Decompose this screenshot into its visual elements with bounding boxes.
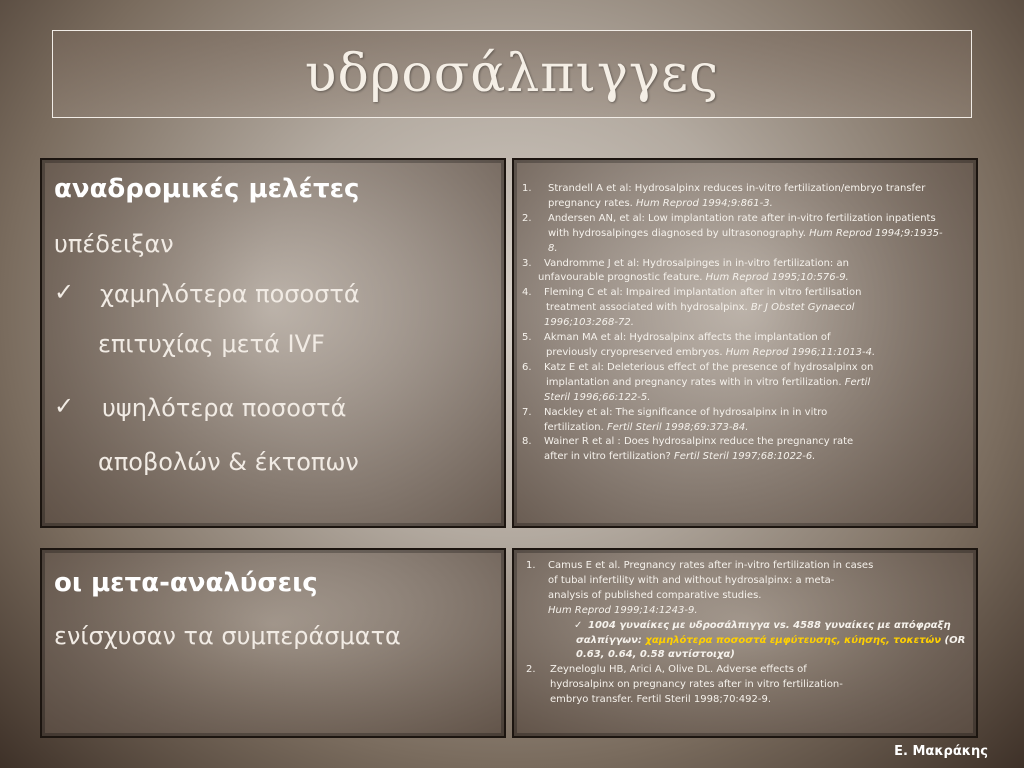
ref-text: Vandromme J et al: Hydrosalpinges in in-vitro fertilization: an <box>544 257 849 269</box>
ref-text-part: fertilization. <box>544 421 607 433</box>
ref-number: 3. <box>522 257 532 269</box>
check-icon: ✓ <box>574 619 583 631</box>
meta-analyses-panel <box>40 548 506 738</box>
bullet2-line2: αποβολών & έκτοπων <box>98 448 359 476</box>
reference-item <box>522 435 974 465</box>
check-icon: ✓ <box>54 278 75 306</box>
ref-text-part: pregnancy rates. <box>548 197 637 209</box>
ref-text: analysis of published comparative studies. <box>548 589 762 601</box>
highlighted-outcomes: χαμηλότερα ποσοστά εμφύτευσης, κύησης, τοκετών <box>645 634 942 646</box>
ref-text <box>522 450 974 465</box>
ref-journal: Br J Obstet Gynaecol <box>750 302 855 314</box>
ref-journal: 8. <box>548 242 558 254</box>
title-box <box>52 30 972 118</box>
ref-subpoint <box>526 619 974 634</box>
ref-number: 6. <box>522 361 532 373</box>
ref-text: Fleming C et al: Impaired implantation after in vitro fertilisation <box>544 287 862 299</box>
ref-text <box>522 346 974 361</box>
reference-item <box>522 182 974 212</box>
subpoint-text: 1004 γυναίκες με υδροσάλπιγγα vs. 4588 γυναίκες με απόφραξη <box>588 619 951 631</box>
ref-text <box>522 227 974 242</box>
ref-text <box>522 242 974 257</box>
ref-number: 5. <box>522 332 532 344</box>
retrospective-studies-panel <box>40 158 506 528</box>
check-icon: ✓ <box>54 392 75 420</box>
ref-number: 4. <box>522 287 532 299</box>
subpoint-line <box>526 634 974 649</box>
ref-text: embryo transfer. Fertil Steril 1998;70:492-9. <box>550 694 772 706</box>
reference-item <box>522 331 974 361</box>
references-panel-top <box>512 158 978 528</box>
showed-text: υπέδειξαν <box>54 230 174 258</box>
ref-journal: Hum Reprod 1995;10:576-9. <box>705 272 849 284</box>
ref-text: Wainer R et al : Does hydrosalpinx reduce the pregnancy rate <box>544 436 854 448</box>
slide-title: υδροσάλπιγγες <box>304 44 720 104</box>
ref-journal: Hum Reprod 1999;14:1243-9. <box>548 604 698 616</box>
ref-text: Strandell A et al: Hydrosalpinx reduces in-vitro fertilization/embryo transfer <box>548 183 926 194</box>
references-list <box>522 182 974 465</box>
reference-item <box>526 663 974 708</box>
ref-text-part: after in vitro fertilization? <box>544 451 674 463</box>
ref-journal: Fertil Steril 1997;68:1022-6. <box>674 451 816 463</box>
retrospective-heading: αναδρομικές μελέτες <box>54 174 360 204</box>
subpoint-text: (OR <box>941 634 966 646</box>
ref-number: 7. <box>522 406 532 418</box>
ref-number: 8. <box>522 436 532 448</box>
ref-journal: 1996;103:268-72. <box>544 317 634 329</box>
ref-text: Camus E et al. Pregnancy rates after in-vitro fertilization in cases <box>548 560 874 571</box>
reference-item <box>522 361 974 406</box>
ref-text <box>522 271 974 286</box>
ref-text <box>522 421 974 436</box>
bullet1-line2: επιτυχίας μετά IVF <box>98 330 325 358</box>
ref-journal: Steril 1996;66:122-5. <box>544 391 651 403</box>
strengthened-conclusions-text: ενίσχυσαν τα συμπεράσματα <box>54 622 401 650</box>
ref-text-part: unfavourable prognostic feature. <box>538 272 706 284</box>
ref-journal: Hum Reprod 1994;9:861-3. <box>636 197 773 209</box>
ref-journal: Hum Reprod 1996;11:1013-4. <box>725 346 876 358</box>
ref-text: Andersen AN, et al: Low implantation rate after in-vitro fertilization inpatients <box>548 212 936 224</box>
ref-text: Katz E et al: Deleterious effect of the presence of hydrosalpinx on <box>544 361 874 373</box>
references-panel-bottom <box>512 548 978 738</box>
ref-text: Zeyneloglu HB, Arici A, Olive DL. Adverse effects of <box>550 664 807 676</box>
subpoint-text: 0.63, 0.64, 0.58 αντίστοιχα) <box>576 649 735 661</box>
ref-journal: Hum Reprod 1994;9:1935- <box>809 227 943 239</box>
ref-text <box>522 316 974 331</box>
meta-references-list <box>526 559 974 708</box>
ref-number: 2. <box>522 212 532 224</box>
ref-number: 1. <box>526 560 536 571</box>
ref-text <box>526 604 974 619</box>
ref-text-part: treatment associated with hydrosalpinx. <box>546 302 751 314</box>
ref-text: of tubal infertility with and without hydrosalpinx: a meta- <box>548 574 835 586</box>
ref-number: 1. <box>522 183 532 194</box>
ref-text-part: with hydrosalpinges diagnosed by ultrasonography. <box>548 227 810 239</box>
ref-text-part: previously cryopreserved embryos. <box>546 346 726 358</box>
ref-text <box>522 301 974 316</box>
ref-text: Nackley et al: The significance of hydrosalpinx in in vitro <box>544 406 828 418</box>
author-footer: Ε. Μακράκης <box>894 744 988 759</box>
subpoint-text: σαλπίγγων: <box>576 634 646 646</box>
ref-text-part: implantation and pregnancy rates with in vitro fertilization. <box>546 376 845 388</box>
ref-text: hydrosalpinx on pregnancy rates after in vitro fertilization- <box>550 679 843 691</box>
reference-item <box>522 257 974 287</box>
bullet1-line1: χαμηλότερα ποσοστά <box>100 280 360 308</box>
meta-analyses-heading: οι μετα-αναλύσεις <box>54 568 318 598</box>
ref-journal: Fertil <box>844 376 871 388</box>
reference-item <box>522 212 974 257</box>
bullet2-line1: υψηλότερα ποσοστά <box>102 394 347 422</box>
ref-text <box>522 376 974 391</box>
reference-item <box>522 406 974 436</box>
ref-number: 2. <box>526 664 536 676</box>
reference-item <box>526 559 974 663</box>
ref-text: Akman MA et al: Hydrosalpinx affects the implantation of <box>544 332 831 344</box>
ref-text <box>522 197 974 212</box>
reference-item <box>522 286 974 331</box>
ref-text <box>522 391 974 406</box>
ref-journal: Fertil Steril 1998;69:373-84. <box>606 421 749 433</box>
